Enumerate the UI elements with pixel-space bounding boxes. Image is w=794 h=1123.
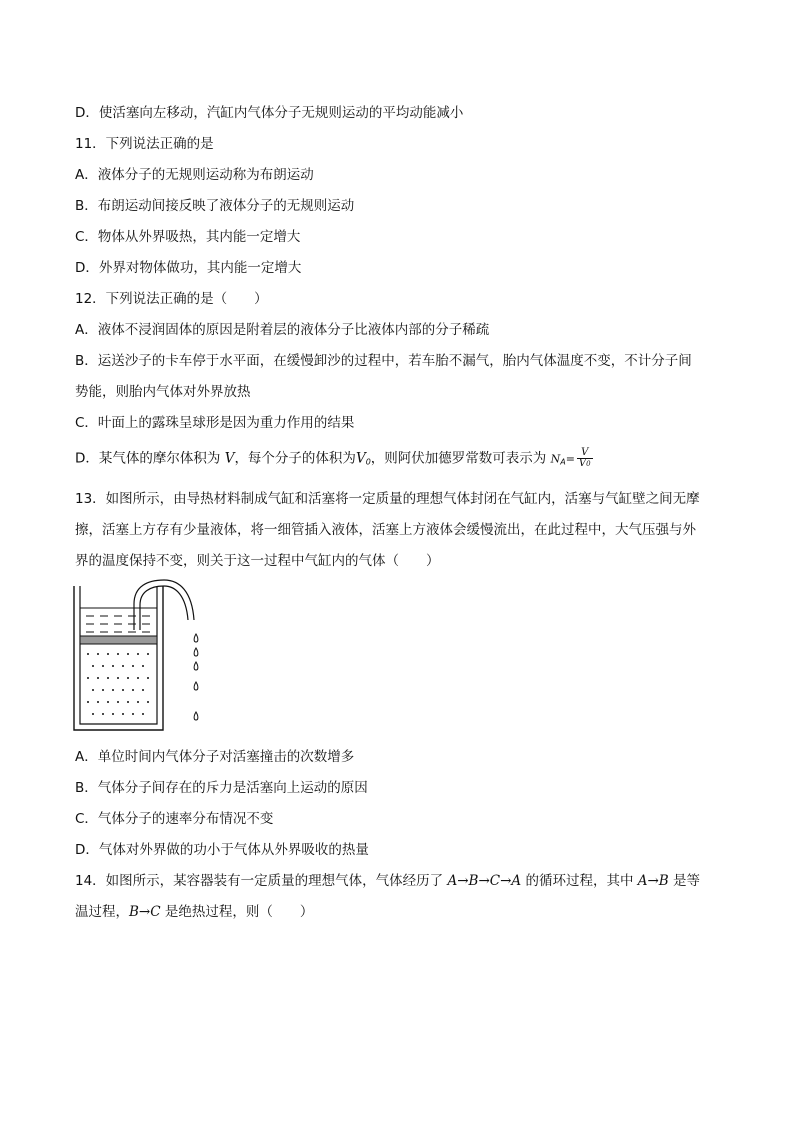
q12-stem: 12．下列说法正确的是（ ） bbox=[75, 291, 268, 307]
gas-dots bbox=[87, 653, 149, 715]
q14-line2-pre: 温过程， bbox=[75, 904, 129, 920]
q13-option-b: B．气体分子间存在的斥力是活塞向上运动的原因 bbox=[75, 780, 368, 796]
avogadro-subscript: A bbox=[560, 457, 566, 467]
q14-bc-process: B→C bbox=[129, 904, 161, 920]
q14-line1-pre: 14．如图所示，某容器装有一定质量的理想气体，气体经历了 bbox=[75, 873, 448, 889]
fraction-denominator-subscript: 0 bbox=[586, 460, 591, 468]
q12d-text-mid: ，每个分子的体积为 bbox=[234, 450, 356, 467]
q12-option-d bbox=[75, 448, 593, 472]
q14-line1-mid: 的循环过程，其中 bbox=[521, 873, 638, 889]
q14-stem-line1 bbox=[75, 872, 700, 890]
q12-option-b-line1: B．运送沙子的卡车停于水平面，在缓慢卸沙的过程中，若车胎不漏气，胎内气体温度不变，不计分子间 bbox=[75, 353, 692, 369]
molar-volume-symbol: V bbox=[224, 450, 235, 467]
molecule-volume-symbol: V bbox=[355, 450, 366, 467]
piston bbox=[80, 636, 157, 644]
q10-option-d: D．使活塞向左移动，汽缸内气体分子无规则运动的平均动能减小 bbox=[75, 105, 464, 121]
avogadro-fraction bbox=[577, 448, 593, 469]
fraction-denominator-symbol: V bbox=[578, 458, 587, 469]
q11-option-a: A．液体分子的无规则运动称为布朗运动 bbox=[75, 167, 314, 183]
q12-option-b-line2: 势能，则胎内气体对外界放热 bbox=[75, 384, 251, 400]
q14-line2-post: 是绝热过程，则（ ） bbox=[160, 904, 314, 920]
droplets bbox=[194, 634, 198, 720]
q14-stem-line2 bbox=[75, 903, 313, 921]
q12-option-c: C．叶面上的露珠呈球形是因为重力作用的结果 bbox=[75, 415, 355, 431]
equals-sign: = bbox=[565, 452, 575, 466]
q11-option-c: C．物体从外界吸热，其内能一定增大 bbox=[75, 229, 301, 245]
q14-cycle: A→B→C→A bbox=[447, 873, 522, 889]
q12d-text-pre: D．某气体的摩尔体积为 bbox=[75, 450, 225, 467]
q12-option-a: A．液体不浸润固体的原因是附着层的液体分子比液体内部的分子稀疏 bbox=[75, 322, 490, 338]
molecule-volume-subscript: 0 bbox=[365, 457, 371, 467]
q12d-text-post: ，则阿伏加德罗常数可表示为 bbox=[370, 450, 547, 467]
q13-stem-line2: 擦，活塞上方存有少量液体，将一细管插入液体，活塞上方液体会缓慢流出，在此过程中，大气压强与外 bbox=[75, 522, 696, 538]
fraction-numerator: V bbox=[577, 448, 593, 459]
q13-stem-line3: 界的温度保持不变，则关于这一过程中气缸内的气体（ ） bbox=[75, 553, 440, 569]
q14-line1-post: 是等 bbox=[668, 873, 701, 889]
q13-option-d: D．气体对外界做的功小于气体从外界吸收的热量 bbox=[75, 842, 369, 858]
q13-stem-line1: 13．如图所示，由导热材料制成气缸和活塞将一定质量的理想气体封闭在气缸内，活塞与气缸壁之间无摩 bbox=[75, 491, 700, 507]
q13-option-a: A．单位时间内气体分子对活塞撞击的次数增多 bbox=[75, 749, 355, 765]
q13-option-c: C．气体分子的速率分布情况不变 bbox=[75, 811, 274, 827]
avogadro-symbol: N bbox=[550, 452, 561, 466]
q11-stem: 11．下列说法正确的是 bbox=[75, 136, 214, 152]
cylinder-figure bbox=[68, 578, 218, 734]
q11-option-d: D．外界对物体做功，其内能一定增大 bbox=[75, 260, 302, 276]
q14-ab-process: A→B bbox=[637, 873, 669, 889]
q11-option-b: B．布朗运动间接反映了液体分子的无规则运动 bbox=[75, 198, 355, 214]
fraction-denominator bbox=[577, 459, 593, 469]
cylinder-inner-wall bbox=[80, 586, 157, 724]
